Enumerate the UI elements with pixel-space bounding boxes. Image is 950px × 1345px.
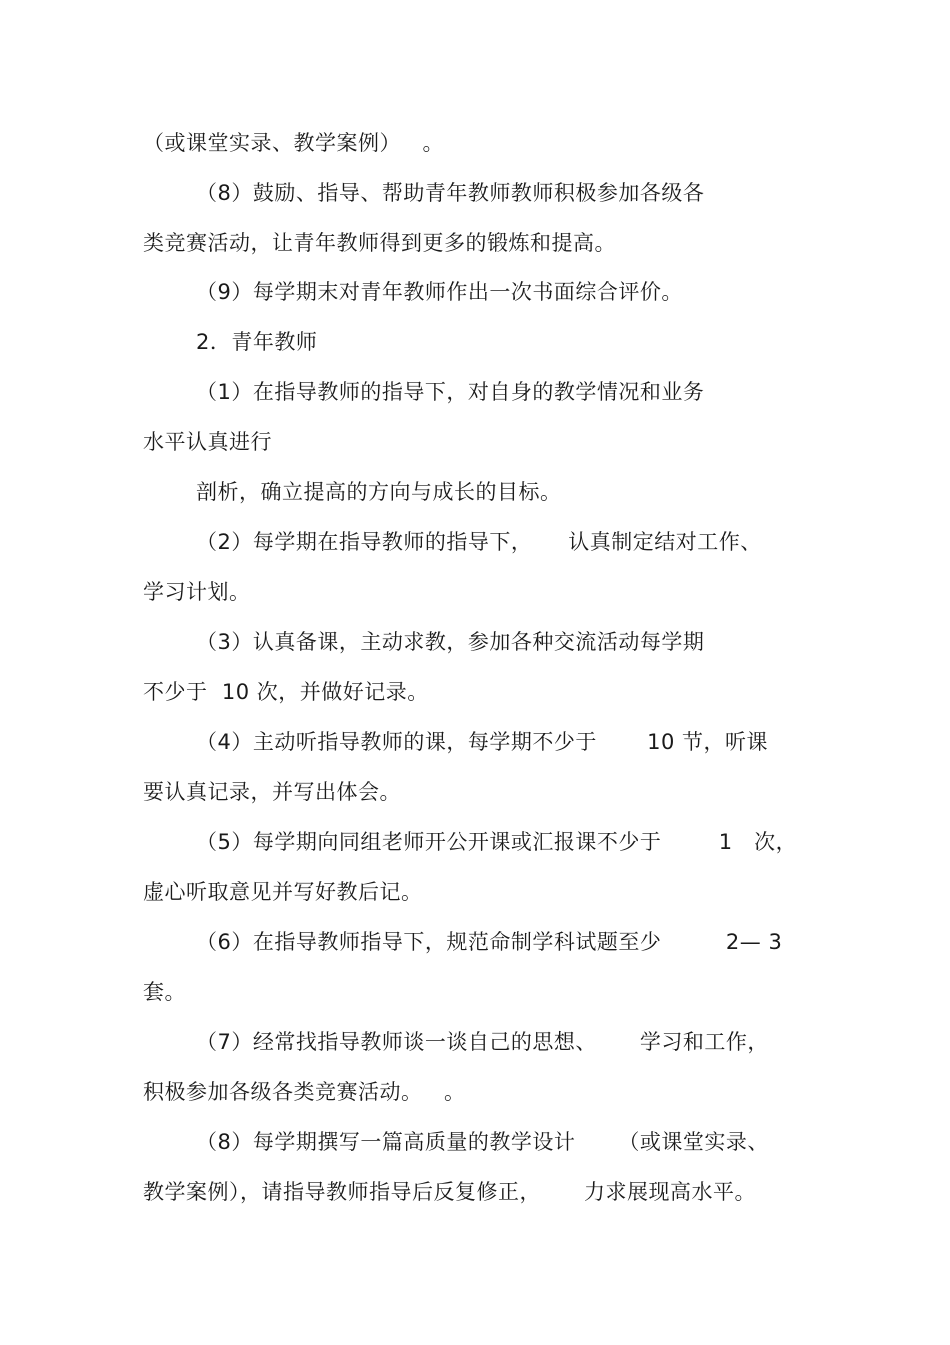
text-line: 教学案例），请指导教师指导后反复修正， 力求展现高水平。 bbox=[143, 1180, 757, 1204]
text-line: （4）主动听指导教师的课，每学期不少于 10 节，听课 bbox=[196, 730, 768, 754]
text-line: （7）经常找指导教师谈一谈自己的思想、 学习和工作， bbox=[196, 1030, 769, 1054]
text-line: （8）鼓励、指导、帮助青年教师教师积极参加各级各 bbox=[196, 181, 705, 205]
section-heading: 2．青年教师 bbox=[196, 330, 318, 354]
text-line: 不少于 10 次，并做好记录。 bbox=[143, 680, 429, 704]
text-line: 剖析，确立提高的方向与成长的目标。 bbox=[196, 480, 562, 504]
text-line: 套。 bbox=[143, 980, 186, 1004]
text-line: 类竞赛活动，让青年教师得到更多的锻炼和提高。 bbox=[143, 231, 616, 255]
text-line: 水平认真进行 bbox=[143, 430, 272, 454]
text-line: （或课堂实录、教学案例） 。 bbox=[143, 131, 445, 155]
text-line: （6）在指导教师指导下，规范命制学科试题至少 2— 3 bbox=[196, 930, 783, 954]
text-line: 要认真记录，并写出体会。 bbox=[143, 780, 401, 804]
text-line: 积极参加各级各类竞赛活动。 。 bbox=[143, 1080, 466, 1104]
text-line: （5）每学期向同组老师开公开课或汇报课不少于 1 次， bbox=[196, 830, 798, 854]
text-line: （9）每学期末对青年教师作出一次书面综合评价。 bbox=[196, 280, 683, 304]
text-line: 学习计划。 bbox=[143, 580, 251, 604]
text-line: 虚心听取意见并写好教后记。 bbox=[143, 880, 423, 904]
text-line: （1）在指导教师的指导下，对自身的教学情况和业务 bbox=[196, 380, 705, 404]
text-line: （8）每学期撰写一篇高质量的教学设计 （或课堂实录、 bbox=[196, 1130, 769, 1154]
text-line: （2）每学期在指导教师的指导下， 认真制定结对工作、 bbox=[196, 530, 762, 554]
text-line: （3）认真备课，主动求教，参加各种交流活动每学期 bbox=[196, 630, 705, 654]
